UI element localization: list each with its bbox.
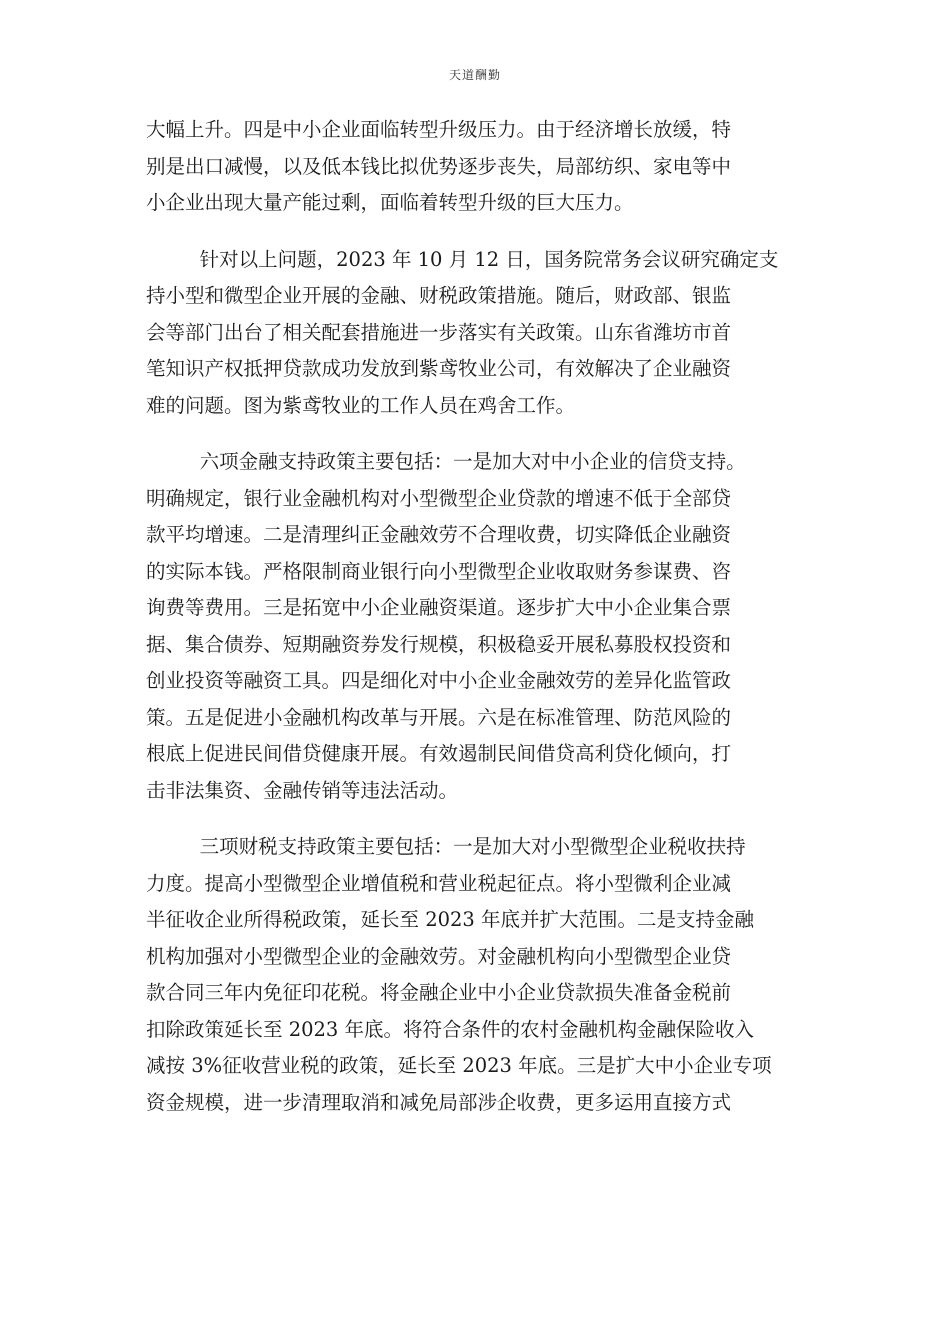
paragraph-2-line: 难的问题。图为紫鸢牧业的工作人员在鸡舍工作。 [146,393,576,417]
paragraph-3-line: 询费等费用。三是拓宽中小企业融资渠道。逐步扩大中小企业集合票 [146,596,732,619]
paragraph-1-line: 小企业出现大量产能过剩，面临着转型升级的巨大压力。 [146,191,634,214]
paragraph-4-line: 力度。提高小型微型企业增值税和营业税起征点。将小型微利企业减 [146,871,732,895]
paragraph-4-line: 款合同三年内免征印花税。将金融企业中小企业贷款损失准备金税前 [146,981,732,1004]
paragraph-4-line: 扣除政策延长至 2023 年底。将符合条件的农村金融机构金融保险收入 [146,1017,755,1041]
paragraph-3-line: 创业投资等融资工具。四是细化对中小企业金融效劳的差异化监管政 [146,669,732,692]
paragraph-3-line: 六项金融支持政策主要包括：一是加大对中小企业的信贷支持。 [199,450,746,473]
paragraph-3-line: 款平均增速。二是清理纠正金融效劳不合理收费，切实降低企业融资 [146,523,732,546]
paragraph-4 [146,829,806,1121]
paragraph-3-line: 明确规定，银行业金融机构对小型微型企业贷款的增速不低于全部贷 [146,486,732,510]
paragraph-4-line: 减按 3%征收营业税的政策，延长至 2023 年底。三是扩大中小企业专项 [146,1054,772,1077]
paragraph-3-line: 击非法集资、金融传销等违法活动。 [146,778,459,802]
paragraph-4-line: 资金规模，进一步清理取消和减免局部涉企收费，更多运用直接方式 [146,1090,732,1114]
document-body [146,112,806,1121]
paragraph-1-line: 大幅上升。四是中小企业面临转型升级压力。由于经济增长放缓，特 [146,118,732,141]
page-header: 天道酬勤 [448,68,501,82]
paragraph-3 [146,444,806,809]
paragraph-4-line: 三项财税支持政策主要包括：一是加大对小型微型企业税收扶持 [199,835,746,858]
paragraph-4-line: 半征收企业所得税政策，延长至 2023 年底并扩大范围。二是支持金融 [146,908,755,931]
paragraph-1-line: 别是出口减慢，以及低本钱比拟优势逐步丧失，局部纺织、家电等中 [146,154,732,178]
paragraph-1 [146,112,806,222]
paragraph-3-line: 根底上促进民间借贷健康开展。有效遏制民间借贷高利贷化倾向，打 [146,742,732,765]
paragraph-3-line: 的实际本钱。严格限制商业银行向小型微型企业收取财务参谋费、咨 [146,559,732,583]
paragraph-2-line: 笔知识产权抵押贷款成功发放到紫鸢牧业公司，有效解决了企业融资 [146,357,732,380]
paragraph-3-line: 策。五是促进小金融机构改革与开展。六是在标准管理、防范风险的 [146,705,732,729]
paragraph-2 [146,242,806,425]
paragraph-2-line: 会等部门出台了相关配套措施进一步落实有关政策。山东省潍坊市首 [146,320,732,344]
paragraph-2-line: 持小型和微型企业开展的金融、财税政策措施。随后，财政部、银监 [146,284,732,307]
paragraph-4-line: 机构加强对小型微型企业的金融效劳。对金融机构向小型微型企业贷 [146,944,732,968]
paragraph-3-line: 据、集合债券、短期融资券发行规模，积极稳妥开展私募股权投资和 [146,632,732,656]
paragraph-2-line: 针对以上问题，2023 年 10 月 12 日，国务院常务会议研究确定支 [199,247,779,271]
